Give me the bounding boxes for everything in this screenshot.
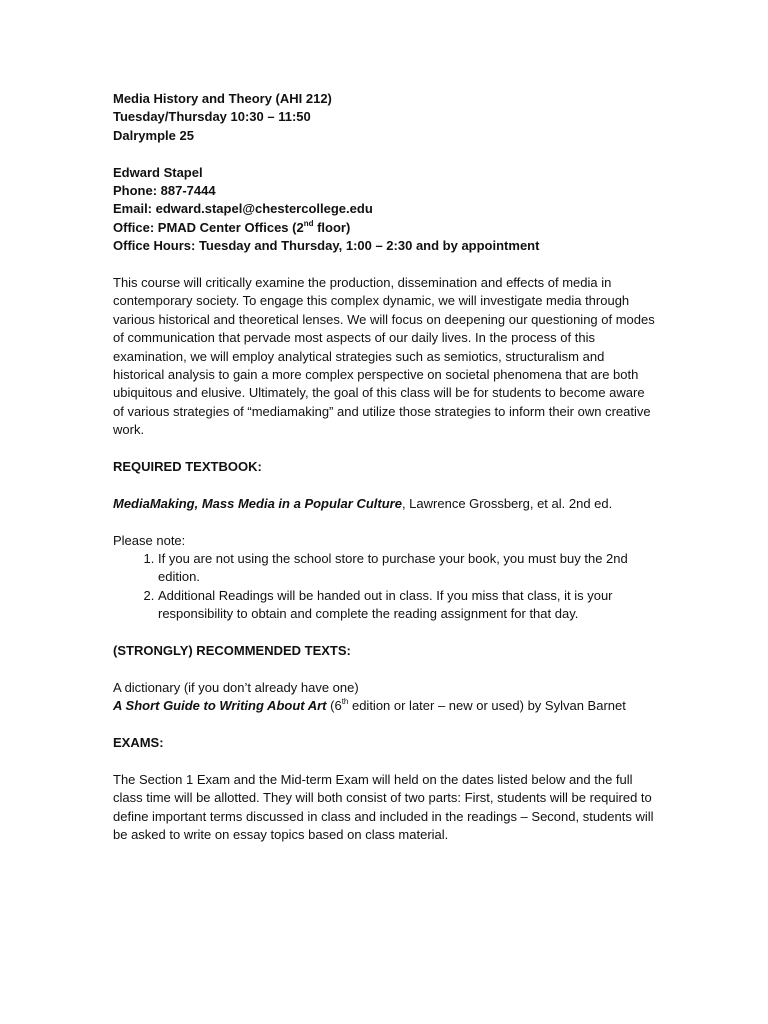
- course-title: Media History and Theory (AHI 212): [113, 91, 332, 106]
- textbook-title: MediaMaking, Mass Media in a Popular Culture: [113, 495, 402, 511]
- please-note-label: Please note:: [113, 532, 186, 548]
- recommended-guide: [113, 697, 658, 715]
- guide-title: A Short Guide to Writing About Art: [113, 698, 327, 714]
- notes-list: [113, 550, 658, 624]
- instructor-office-hours: Office Hours: Tuesday and Thursday, 1:00 – 2:30 and by appointment: [113, 238, 540, 254]
- course-room: Dalrymple 25: [113, 127, 194, 143]
- office-prefix: Office: PMAD Center Offices (2: [113, 219, 304, 235]
- guide-open: (6: [326, 698, 342, 714]
- exams-heading: EXAMS:: [113, 735, 164, 751]
- office-superscript: nd: [303, 218, 314, 228]
- instructor-name: Edward Stapel: [113, 164, 203, 180]
- guide-rest: edition or later – new or used) by Sylvan Barnet: [348, 698, 626, 714]
- instructor-phone: Phone: 887-7444: [113, 183, 216, 199]
- exams-description: The Section 1 Exam and the Mid-term Exam will held on the dates listed below and the full class time will be allotted. They will both consist of two parts: First, students will be required to define important terms discussed in class and included in the readings – Second, students will be asked to write on essay topics based on class material.: [113, 771, 654, 843]
- course-description: This course will critically examine the production, dissemination and effects of media in contemporary society. To engage this complex dynamic, we will investigate media through various historical and theoretical lenses. We will focus on deepening our questioning of modes of communication that pervade most aspects of our daily lives. In the process of this examination, we will employ analytical strategies such as semiotics, structuralism and historical analysis to gain a more complex perspective on societal phenomena that are both ubiquitous and elusive. Ultimately, the goal of this class will be for students to become aware of various strategies of “mediamaking” and utilize those strategies to inform their own creative work.: [113, 275, 655, 438]
- recommended-dictionary: A dictionary (if you don’t already have one): [113, 679, 359, 695]
- syllabus-page: [113, 90, 658, 845]
- guide-superscript: th: [341, 696, 349, 706]
- instructor-email: Email: edward.stapel@chestercollege.edu: [113, 201, 373, 217]
- instructor-office: [113, 219, 658, 237]
- textbook-details: , Lawrence Grossberg, et al. 2nd ed.: [401, 495, 613, 511]
- list-item: 2. Additional Readings will be handed out in class. If you miss that class, it is your responsibility to obtain and complete the reading assignment for that day.: [158, 587, 658, 624]
- office-suffix: floor): [313, 219, 351, 235]
- list-item: 1. If you are not using the school store to purchase your book, you must buy the 2nd edition.: [158, 550, 658, 587]
- recommended-texts-heading: (STRONGLY) RECOMMENDED TEXTS:: [113, 643, 351, 659]
- required-textbook-heading: REQUIRED TEXTBOOK:: [113, 459, 262, 475]
- required-textbook-entry: [113, 495, 658, 513]
- course-schedule: Tuesday/Thursday 10:30 – 11:50: [113, 109, 311, 125]
